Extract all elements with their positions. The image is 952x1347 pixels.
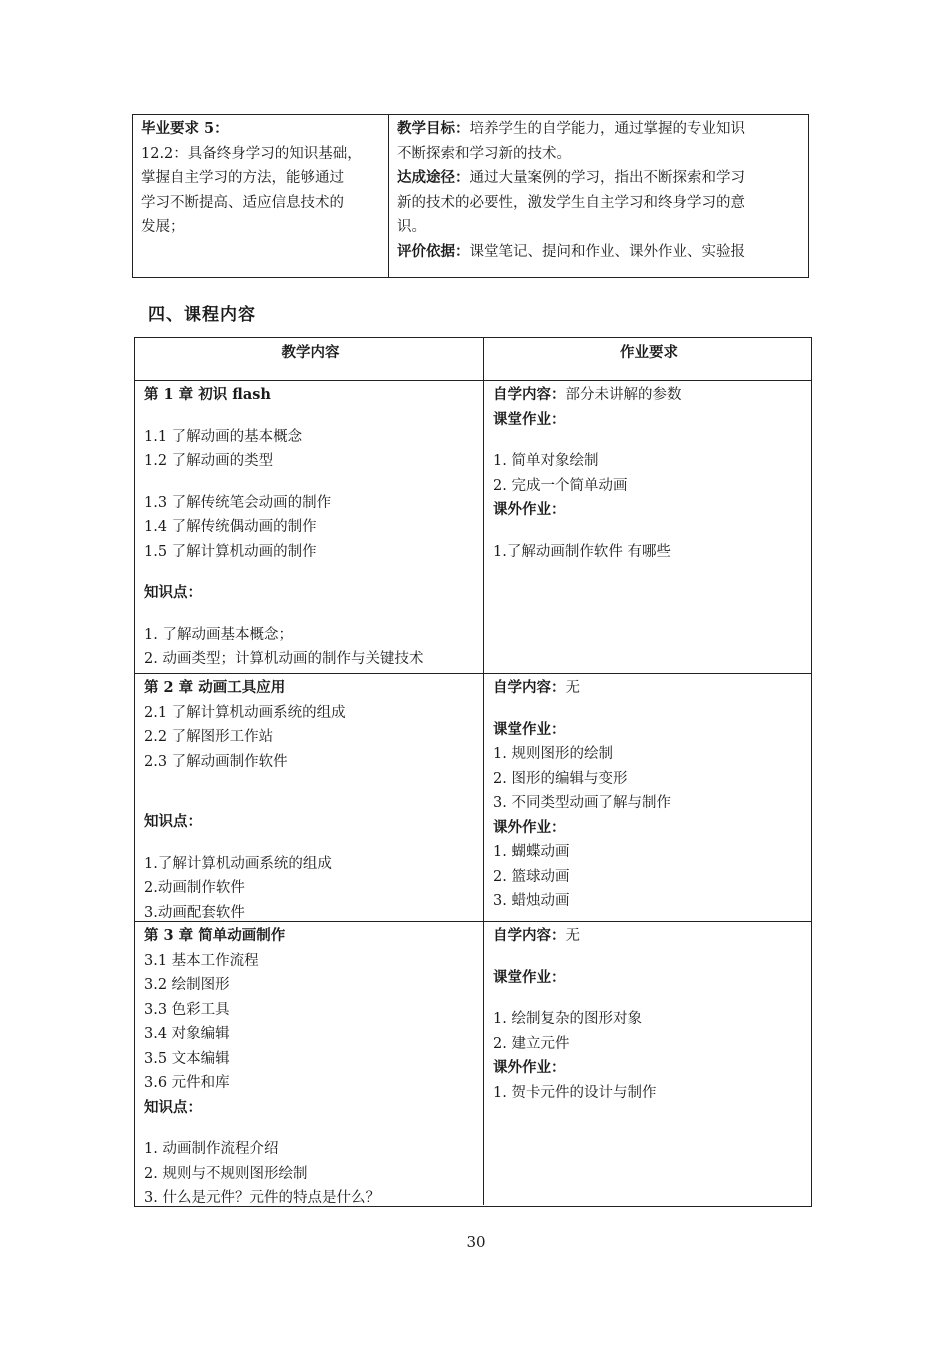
self-study-text: 无 [565, 928, 580, 944]
self-study-text: 部分未讲解的参数 [565, 387, 682, 403]
table-header-row [135, 338, 811, 380]
chapter-item: 1.1 了解动画的基本概念 [144, 428, 303, 445]
chapter-content-cell [135, 674, 484, 921]
self-study-label: 自学内容： [493, 386, 566, 403]
achievement-path-text: 通过大量案例的学习，指出不断探索和学习 [469, 170, 745, 186]
extra-homework-item: 1.了解动画制作软件 有哪些 [493, 543, 671, 560]
extra-homework-label: 课外作业： [493, 1059, 566, 1076]
knowledge-point: 2. 规则与不规则图形绘制 [144, 1165, 308, 1182]
achievement-path-line: 识。 [397, 219, 426, 235]
chapter-content-cell [135, 381, 484, 673]
requirement-line: 发展； [141, 219, 185, 235]
self-study-line [493, 924, 805, 949]
chapter-item: 2.1 了解计算机动画系统的组成 [144, 704, 346, 721]
achievement-path-line: 新的技术的必要性，激发学生自主学习和终身学习的意 [397, 194, 745, 211]
page-number: 30 [466, 1233, 486, 1251]
chapter-item: 3.1 基本工作流程 [144, 952, 259, 969]
class-homework-item: 1. 绘制复杂的图形对象 [493, 1011, 642, 1027]
knowledge-point: 1. 了解动画基本概念； [144, 626, 293, 643]
table-row [135, 673, 811, 921]
extra-homework-label: 课外作业： [493, 818, 566, 836]
homework-cell [484, 674, 811, 921]
table-row [135, 380, 811, 673]
knowledge-point: 3. 什么是元件？元件的特点是什么？ [144, 1190, 380, 1206]
chapter-item: 3.2 绘制图形 [144, 977, 230, 993]
requirement-line: 掌握自主学习的方法，能够通过 [141, 170, 344, 186]
requirement-line: 学习不断提高、适应信息技术的 [141, 194, 344, 211]
teaching-goal-line [397, 117, 802, 142]
homework-cell [484, 922, 811, 1205]
course-content-table [134, 337, 812, 1207]
extra-homework-item: 1. 蝴蝶动画 [493, 844, 570, 860]
chapter-title: 第 3 章 简单动画制作 [144, 927, 286, 944]
class-homework-label: 课堂作业： [493, 410, 566, 428]
homework-cell [484, 381, 811, 673]
self-study-line [493, 383, 805, 408]
knowledge-point: 1.了解计算机动画系统的组成 [144, 855, 332, 872]
self-study-label: 自学内容： [493, 927, 566, 944]
header-homework-requirements: 作业要求 [620, 344, 678, 361]
chapter-item: 3.5 文本编辑 [144, 1050, 230, 1067]
knowledge-points-label: 知识点： [144, 813, 202, 830]
knowledge-point: 2.动画制作软件 [144, 880, 245, 896]
class-homework-label: 课堂作业： [493, 968, 566, 986]
evaluation-basis-line [397, 240, 802, 265]
class-homework-item: 1. 规则图形的绘制 [493, 746, 613, 762]
extra-homework-item: 2. 篮球动画 [493, 868, 570, 885]
knowledge-point: 2. 动画类型；计算机动画的制作与关键技术 [144, 651, 424, 667]
extra-homework-item: 1. 贺卡元件的设计与制作 [493, 1084, 657, 1101]
chapter-title: 第 1 章 初识 flash [144, 386, 271, 403]
self-study-line [493, 676, 805, 701]
requirement-line: 12.2：具备终身学习的知识基础， [141, 145, 362, 162]
self-study-text: 无 [565, 680, 580, 696]
table-row [135, 921, 811, 1205]
chapter-title: 第 2 章 动画工具应用 [144, 679, 286, 696]
teaching-goal-cell [389, 115, 808, 277]
chapter-item: 3.6 元件和库 [144, 1075, 230, 1091]
achievement-path-label: 达成途径： [397, 169, 470, 186]
class-homework-item: 2. 图形的编辑与变形 [493, 770, 628, 787]
self-study-label: 自学内容： [493, 679, 566, 696]
knowledge-point: 3.动画配套软件 [144, 904, 245, 921]
requirement-heading: 毕业要求 5： [141, 120, 229, 137]
chapter-content-cell [135, 922, 484, 1205]
requirement-cell [133, 115, 389, 277]
teaching-goal-text: 培养学生的自学能力，通过掌握的专业知识 [469, 121, 745, 137]
chapter-item: 1.2 了解动画的类型 [144, 453, 274, 469]
evaluation-basis-label: 评价依据： [397, 242, 470, 260]
class-homework-item: 2. 建立元件 [493, 1035, 570, 1052]
teaching-goal-label: 教学目标： [397, 120, 470, 137]
chapter-item: 1.4 了解传统偶动画的制作 [144, 519, 317, 535]
knowledge-points-label: 知识点： [144, 584, 202, 601]
teaching-goal-line: 不断探索和学习新的技术。 [397, 145, 571, 162]
chapter-item: 3.4 对象编辑 [144, 1026, 230, 1042]
chapter-item: 2.3 了解动画制作软件 [144, 753, 288, 770]
section-title: 四、课程内容 [148, 305, 256, 325]
class-homework-item: 3. 不同类型动画了解与制作 [493, 795, 671, 811]
class-homework-label: 课堂作业： [493, 720, 566, 738]
extra-homework-item: 3. 蜡烛动画 [493, 893, 570, 909]
chapter-item: 1.5 了解计算机动画的制作 [144, 543, 317, 560]
chapter-item: 3.3 色彩工具 [144, 1001, 230, 1018]
achievement-path-line [397, 166, 802, 191]
class-homework-item: 2. 完成一个简单动画 [493, 477, 628, 494]
chapter-item: 2.2 了解图形工作站 [144, 729, 274, 745]
evaluation-basis-text: 课堂笔记、提问和作业、课外作业、实验报 [469, 243, 745, 260]
knowledge-point: 1. 动画制作流程介绍 [144, 1141, 279, 1157]
header-teaching-content: 教学内容 [135, 338, 484, 380]
knowledge-points-label: 知识点： [144, 1098, 202, 1116]
extra-homework-label: 课外作业： [493, 501, 566, 518]
graduation-requirement-table [132, 114, 809, 278]
class-homework-item: 1. 简单对象绘制 [493, 453, 599, 469]
chapter-item: 1.3 了解传统笔会动画的制作 [144, 494, 332, 511]
